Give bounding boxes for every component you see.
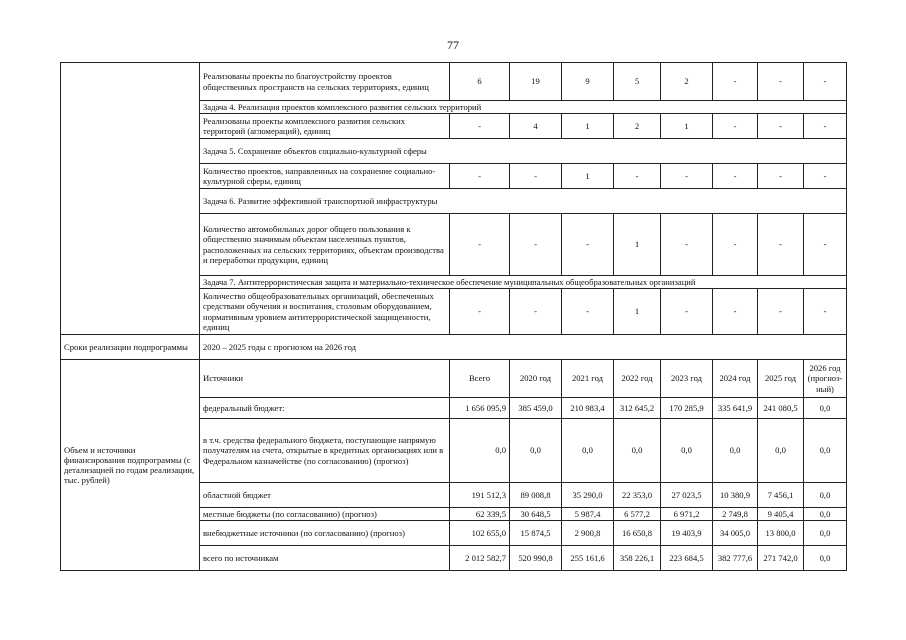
indicator-value: -	[713, 63, 758, 101]
indicator-value: -	[804, 164, 847, 189]
finance-value: 13 800,0	[758, 521, 804, 546]
finance-value: 223 684,5	[661, 546, 713, 571]
indicator-value: -	[450, 289, 510, 335]
period-row	[61, 335, 847, 360]
finance-value: 5 987,4	[562, 508, 614, 521]
finance-value: 6 971,2	[661, 508, 713, 521]
finance-value: 312 645,2	[614, 398, 661, 419]
task-title: Задача 5. Сохранение объектов социально-культурной сферы	[200, 139, 847, 164]
finance-header-cell: 2022 год	[614, 360, 661, 398]
finance-value: 170 285,9	[661, 398, 713, 419]
finance-header-cell: 2026 год (прогноз-ный)	[804, 360, 847, 398]
indicator-value: -	[510, 214, 562, 276]
indicator-value: -	[758, 214, 804, 276]
finance-value: 0,0	[804, 521, 847, 546]
finance-value: 30 648,5	[510, 508, 562, 521]
indicator-value: -	[758, 289, 804, 335]
indicator-value: -	[804, 214, 847, 276]
finance-value: 2 749,8	[713, 508, 758, 521]
finance-header-cell: 2023 год	[661, 360, 713, 398]
finance-value: 0,0	[510, 419, 562, 483]
indicator-value: -	[510, 289, 562, 335]
finance-value: 7 456,1	[758, 483, 804, 508]
indicator-value: -	[450, 214, 510, 276]
finance-source-label: федеральный бюджет:	[200, 398, 450, 419]
finance-value: 0,0	[758, 419, 804, 483]
indicator-value: -	[758, 114, 804, 139]
finance-source-label: областной бюджет	[200, 483, 450, 508]
finance-header-cell: 2021 год	[562, 360, 614, 398]
period-value: 2020 – 2025 годы с прогнозом на 2026 год	[200, 335, 847, 360]
finance-header-cell: 2024 год	[713, 360, 758, 398]
indicator-value: -	[713, 214, 758, 276]
indicator-value: -	[661, 289, 713, 335]
finance-value: 0,0	[713, 419, 758, 483]
finance-value: 62 339,5	[450, 508, 510, 521]
finance-source-label: внебюджетные источники (по согласованию) (прогноз)	[200, 521, 450, 546]
indicator-row	[61, 63, 847, 101]
indicator-value: 9	[562, 63, 614, 101]
indicator-value: 4	[510, 114, 562, 139]
finance-label: Объем и источники финансирования подпрограммы (с детализацией по годам реализации, тыс. рублей)	[61, 360, 200, 571]
indicator-value: -	[713, 164, 758, 189]
indicator-label: Реализованы проекты по благоустройству проектов общественных пространств на сельских территориях, единиц	[200, 63, 450, 101]
finance-value: 2 900,8	[562, 521, 614, 546]
period-label: Сроки реализации подпрограммы	[61, 335, 200, 360]
finance-value: 0,0	[562, 419, 614, 483]
indicator-value: 2	[614, 114, 661, 139]
indicator-value: 2	[661, 63, 713, 101]
indicator-value: -	[713, 114, 758, 139]
indicator-label: Реализованы проекты комплексного развития сельских территорий (агломераций), единиц	[200, 114, 450, 139]
finance-value: 520 990,8	[510, 546, 562, 571]
indicator-value: -	[758, 164, 804, 189]
finance-header-cell: 2020 год	[510, 360, 562, 398]
indicator-value: -	[804, 114, 847, 139]
finance-value: 0,0	[804, 483, 847, 508]
finance-value: 15 874,5	[510, 521, 562, 546]
finance-value: 0,0	[661, 419, 713, 483]
indicator-label: Количество проектов, направленных на сохранение социально-культурной сферы, единиц	[200, 164, 450, 189]
finance-value: 335 641,9	[713, 398, 758, 419]
indicator-value: -	[661, 164, 713, 189]
indicator-value: -	[562, 289, 614, 335]
indicator-value: -	[450, 114, 510, 139]
indicator-value: 1	[562, 114, 614, 139]
finance-source-label: местные бюджеты (по согласованию) (прогноз)	[200, 508, 450, 521]
indicator-value: 1	[661, 114, 713, 139]
finance-value: 1 656 095,9	[450, 398, 510, 419]
finance-value: 0,0	[804, 508, 847, 521]
finance-source-label: всего по источникам	[200, 546, 450, 571]
indicator-value: -	[661, 214, 713, 276]
finance-value: 0,0	[614, 419, 661, 483]
finance-value: 9 405,4	[758, 508, 804, 521]
finance-value: 27 023,5	[661, 483, 713, 508]
finance-value: 358 226,1	[614, 546, 661, 571]
finance-value: 22 353,0	[614, 483, 661, 508]
finance-value: 2 012 582,7	[450, 546, 510, 571]
indicator-value: -	[450, 164, 510, 189]
finance-header-cell: Источники	[200, 360, 450, 398]
indicator-value: -	[804, 63, 847, 101]
indicator-value: 1	[614, 214, 661, 276]
indicator-value: -	[614, 164, 661, 189]
indicator-value: 1	[614, 289, 661, 335]
finance-value: 89 008,8	[510, 483, 562, 508]
indicator-value: 19	[510, 63, 562, 101]
task-title: Задача 6. Развитие эффективной транспортной инфраструктуры	[200, 189, 847, 214]
finance-header-row	[61, 360, 847, 398]
finance-source-label: в т.ч. средства федерального бюджета, поступающие напрямую получателям на счета, открытые в кредитных организациях или в Федеральном казначействе (по согласованию) (прогноз)	[200, 419, 450, 483]
indicator-value: -	[713, 289, 758, 335]
indicator-value: 6	[450, 63, 510, 101]
page-number: 77	[447, 38, 459, 52]
indicator-value: 5	[614, 63, 661, 101]
indicator-value: -	[758, 63, 804, 101]
finance-value: 382 777,6	[713, 546, 758, 571]
finance-value: 16 650,8	[614, 521, 661, 546]
finance-value: 191 512,3	[450, 483, 510, 508]
indicator-label: Количество общеобразовательных организаций, обеспеченных средствами обучения и воспитания, столовым оборудованием, нормативным уровнем антитеррористической защищенности, единиц	[200, 289, 450, 335]
indicator-label: Количество автомобильных дорог общего пользования к общественно значимым объектам населенных пунктов, расположенных на сельских территориях, объектам производства и переработки продукции, единиц	[200, 214, 450, 276]
indicator-value: -	[562, 214, 614, 276]
indicators-left-cell	[61, 63, 200, 335]
finance-value: 210 983,4	[562, 398, 614, 419]
finance-value: 19 403,9	[661, 521, 713, 546]
finance-value: 6 577,2	[614, 508, 661, 521]
finance-value: 0,0	[804, 419, 847, 483]
finance-value: 271 742,0	[758, 546, 804, 571]
finance-header-cell: 2025 год	[758, 360, 804, 398]
finance-value: 385 459,0	[510, 398, 562, 419]
task-title: Задача 4. Реализация проектов комплексного развития сельских территорий	[200, 101, 847, 114]
finance-header-cell: Всего	[450, 360, 510, 398]
finance-value: 0,0	[450, 419, 510, 483]
finance-value: 0,0	[804, 398, 847, 419]
finance-value: 255 161,6	[562, 546, 614, 571]
indicator-value: -	[804, 289, 847, 335]
finance-value: 0,0	[804, 546, 847, 571]
finance-value: 35 290,0	[562, 483, 614, 508]
finance-value: 102 655,0	[450, 521, 510, 546]
finance-value: 34 005,0	[713, 521, 758, 546]
finance-value: 10 380,9	[713, 483, 758, 508]
task-title: Задача 7. Антитеррористическая защита и материально-техническое обеспечение муниципальных общеобразовательных организаций	[200, 276, 847, 289]
indicator-value: 1	[562, 164, 614, 189]
indicator-value: -	[510, 164, 562, 189]
subprogram-passport-table	[60, 62, 847, 571]
finance-value: 241 080,5	[758, 398, 804, 419]
